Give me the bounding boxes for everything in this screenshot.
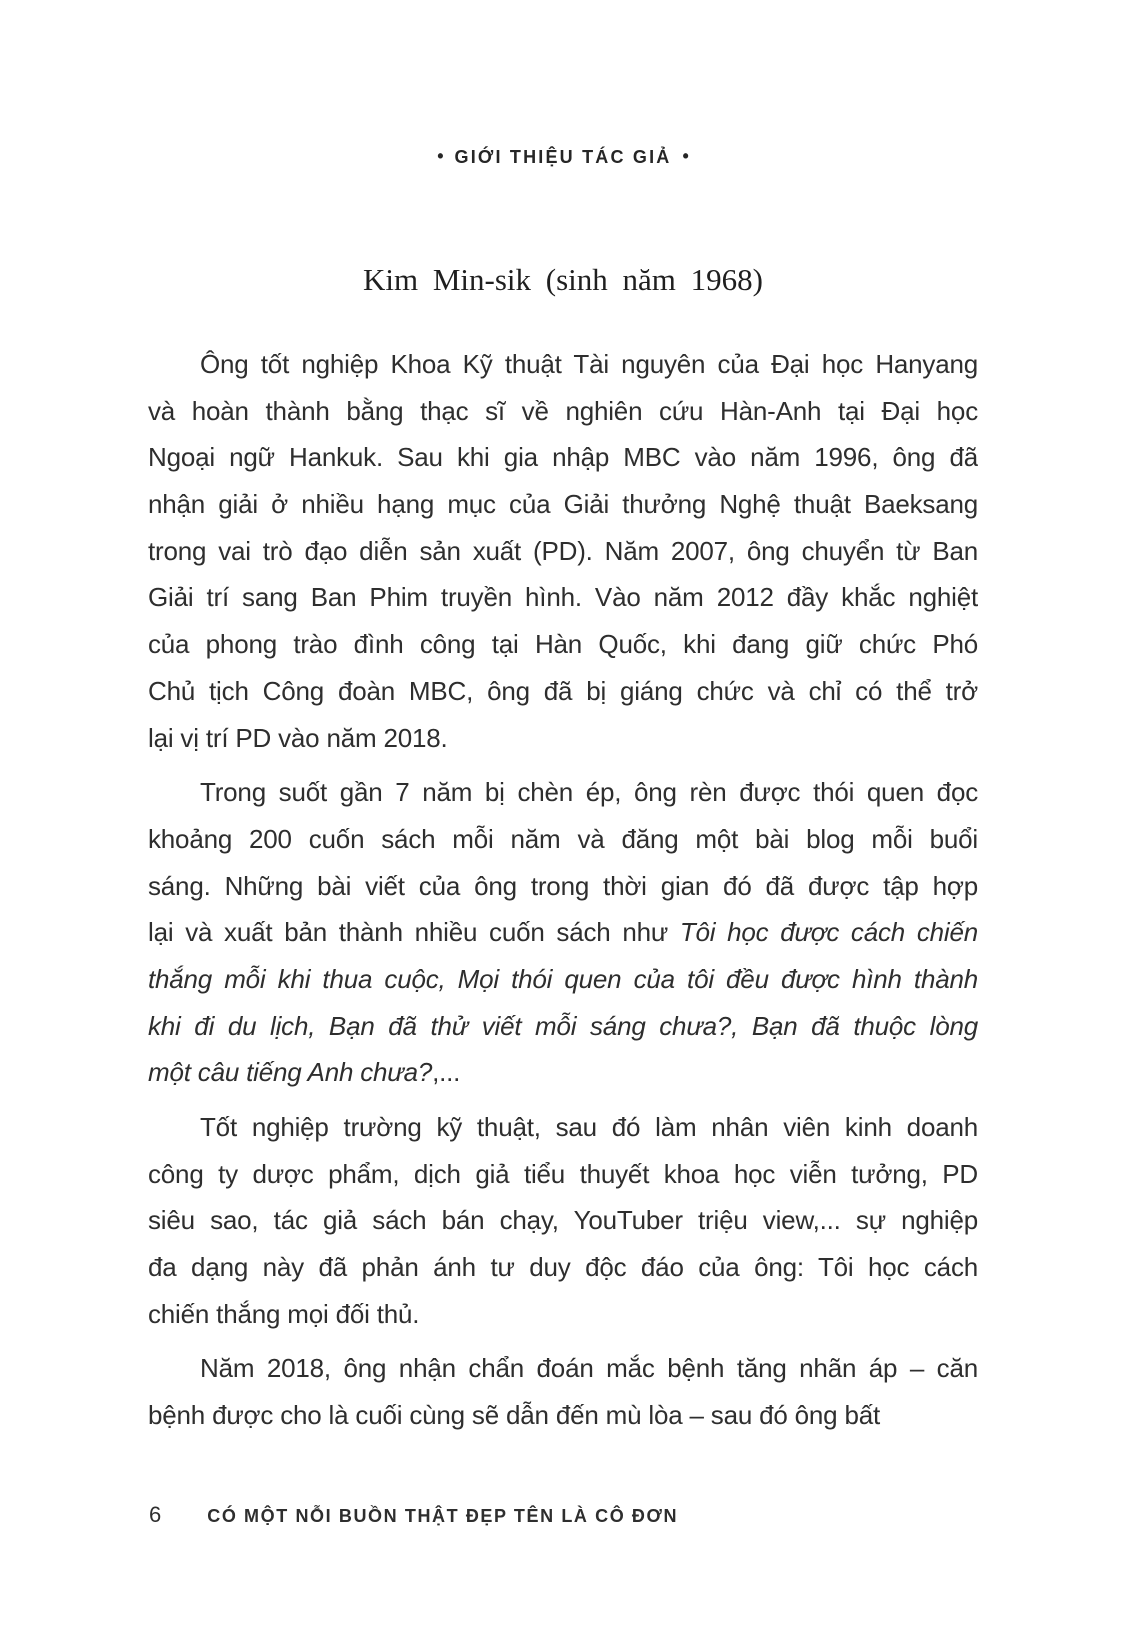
text-line: Trong suốt gần 7 năm bị chèn ép, ông rèn được thói quen đọc [200, 777, 978, 808]
text-line: chiến thắng mọi đối thủ. [148, 1298, 420, 1329]
text-line: Năm 2018, ông nhận chẩn đoán mắc bệnh tăng nhãn áp – căn [200, 1353, 978, 1384]
text-line: khoảng 200 cuốn sách mỗi năm và đăng một bài blog mỗi buổi [148, 823, 978, 854]
text-line: nhận giải ở nhiều hạng mục của Giải thưởng Nghệ thuật Baeksang [148, 489, 978, 520]
header-bullet-right: • [682, 146, 689, 166]
text-line: đa dạng này đã phản ánh tư duy độc đáo của ông: Tôi học cách [148, 1252, 978, 1283]
text-line: sáng. Những bài viết của ông trong thời gian đó đã được tập hợp [148, 870, 978, 901]
header-bullet-left: • [437, 146, 444, 166]
text-line: thắng mỗi khi thua cuộc, Mọi thói quen của tôi đều được hình thành [148, 963, 978, 994]
text-line: lại vị trí PD vào năm 2018. [148, 722, 448, 753]
text-line: Ông tốt nghiệp Khoa Kỹ thuật Tài nguyên của Đại học Hanyang [200, 349, 978, 379]
text-line: Giải trí sang Ban Phim truyền hình. Vào năm 2012 đầy khắc nghiệt [148, 582, 978, 613]
paragraph [148, 769, 978, 1096]
text-line: của phong trào đình công tại Hàn Quốc, khi đang giữ chức Phó [148, 629, 978, 660]
text-line: Chủ tịch Công đoàn MBC, ông đã bị giáng chức và chỉ có thể trở [148, 675, 978, 706]
paragraph [148, 341, 978, 761]
text-line: trong vai trò đạo diễn sản xuất (PD). Năm 2007, ông chuyển từ Ban [148, 535, 978, 566]
author-name-title: Kim Min-sik (sinh năm 1968) [363, 262, 763, 297]
text-line: lại và xuất bản thành nhiều cuốn sách như Tôi học được cách chiến [148, 917, 978, 948]
paragraph [148, 1345, 978, 1438]
page-number: 6 [149, 1502, 162, 1527]
section-header-label: GIỚI THIỆU TÁC GIẢ [454, 147, 672, 167]
page-footer [149, 1502, 678, 1528]
section-header [0, 147, 1126, 168]
text-line: khi đi du lịch, Bạn đã thử viết mỗi sáng chưa?, Bạn đã thuộc lòng [148, 1010, 978, 1041]
text-line: Ngoại ngữ Hankuk. Sau khi gia nhập MBC vào năm 1996, ông đã [148, 442, 978, 473]
text-line: Tốt nghiệp trường kỹ thuật, sau đó làm nhân viên kinh doanh [200, 1112, 978, 1142]
text-line: bệnh được cho là cuối cùng sẽ dẫn đến mù lòa – sau đó ông bất [148, 1400, 880, 1431]
text-line: siêu sao, tác giả sách bán chạy, YouTuber triệu view,... sự nghiệp [148, 1205, 978, 1236]
text-line: công ty dược phẩm, dịch giả tiểu thuyết khoa học viễn tưởng, PD [148, 1158, 978, 1189]
body-text [148, 341, 978, 1447]
running-title: CÓ MỘT NỖI BUỒN THẬT ĐẸP TÊN LÀ CÔ ĐƠN [207, 1506, 679, 1526]
text-line: một câu tiếng Anh chưa?,... [148, 1057, 461, 1088]
text-line: và hoàn thành bằng thạc sĩ về nghiên cứu Hàn-Anh tại Đại học [148, 395, 978, 426]
paragraph [148, 1104, 978, 1337]
